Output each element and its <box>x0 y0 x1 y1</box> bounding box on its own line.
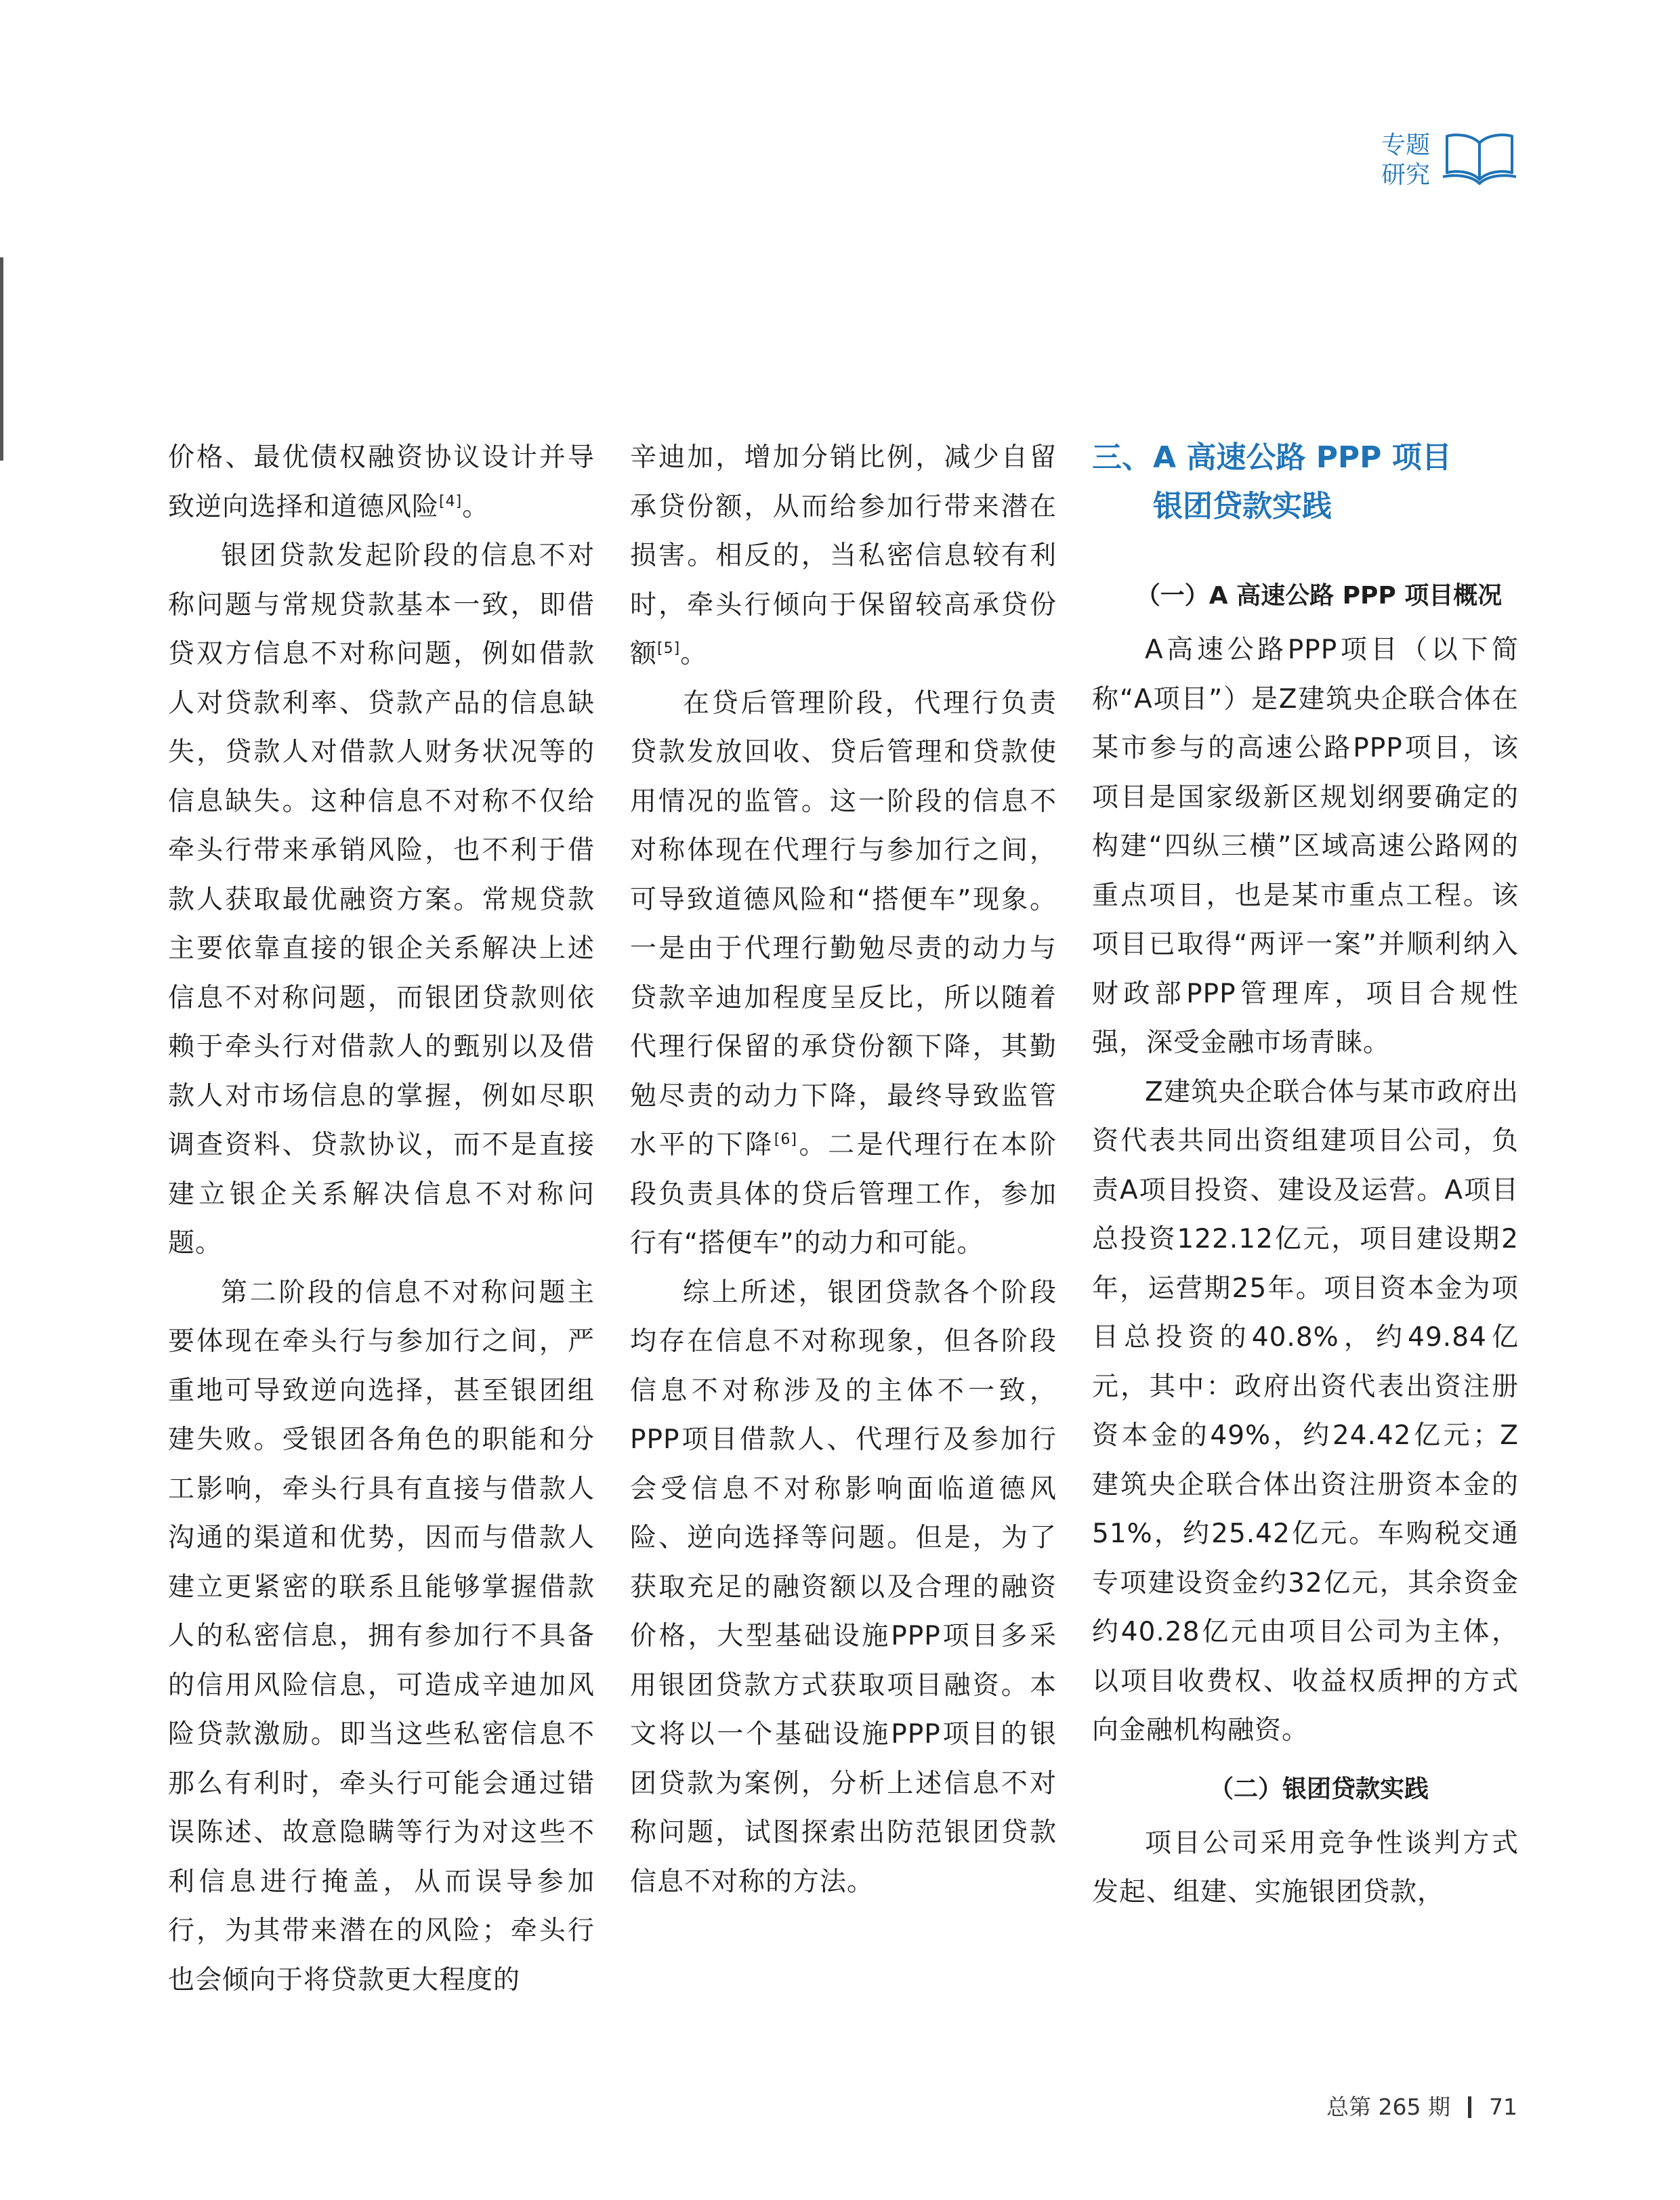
issue-number: 总第 265 期 <box>1326 2094 1450 2120</box>
section-heading <box>1092 433 1519 531</box>
text-run: 。二是代理行在本阶段负责具体的贷后管理工作，参加行有“搭便车”的动力和可能。 <box>630 1130 1057 1258</box>
paragraph: A高速公路PPP项目（以下简称“A项目”）是Z建筑央企联合体在某市参与的高速公路PPP项目，该项目是国家级新区规划纲要确定的构建“四纵三横”区域高速公路网的重点项目，也是某市重点工程。该项目已取得“两评一案”并顺利纳入财政部PPP管理库，项目合规性强，深受金融市场青睐。 <box>1092 635 1519 1058</box>
citation: [4] <box>439 492 463 510</box>
section-badge <box>1375 125 1517 193</box>
text-run: 。 <box>462 491 490 522</box>
paragraph: 第二阶段的信息不对称问题主要体现在牵头行与参加行之间，严重地可导致逆向选择，甚至银团组建失败。受银团各角色的职能和分工影响，牵头行具有直接与借款人沟通的渠道和优势，因而与借款人建立更紧密的联系且能够掌握借款人的私密信息，拥有参加行不具备的信用风险信息，可造成辛迪加风险贷款激励。即当这些私密信息不那么有利时，牵头行可能会通过错误陈述、故意隐瞒等行为对这些不利信息进行掩盖，从而误导参加行，为其带来潜在的风险；牵头行也会倾向于将贷款更大程度的 <box>168 1277 595 1995</box>
section-heading-number: 三、 <box>1092 440 1152 475</box>
page-edge-mark <box>0 257 3 461</box>
section-label <box>1375 131 1436 190</box>
text-run: 价格、最优债权融资协议设计并导致逆向选择和道德风险 <box>168 442 595 522</box>
paragraph: Z建筑央企联合体与某市政府出资代表共同出资组建项目公司，负责A项目投资、建设及运营。A项目总投资122.12亿元，项目建设期2年，运营期25年。项目资本金为项目总投资的40.8%，约49.84亿元，其中：政府出资代表出资注册资本金的49%，约24.42亿元；Z建筑央企联合体出资注册资本金的51%，约25.42亿元。车购税交通专项建设资金约32亿元，其余资金约40.28亿元由项目公司为主体，以项目收费权、收益权质押的方式向金融机构融资。 <box>1092 1076 1519 1746</box>
section-heading-line2: 银团贷款实践 <box>1153 489 1332 524</box>
page-number: 71 <box>1489 2094 1517 2120</box>
paragraph: 银团贷款发起阶段的信息不对称问题与常规贷款基本一致，即借贷双方信息不对称问题，例如借款人对贷款利率、贷款产品的信息缺失，贷款人对借款人财务状况等的信息缺失。这种信息不对称不仅给牵头行带来承销风险，也不利于借款人获取最优融资方案。常规贷款主要依靠直接的银企关系解决上述信息不对称问题，而银团贷款则依赖于牵头行对借款人的甄别以及借款人对市场信息的掌握，例如尽职调查资料、贷款协议，而不是直接建立银企关系解决信息不对称问题。 <box>168 541 595 1258</box>
page-footer <box>1287 2090 1517 2121</box>
paragraph <box>168 433 595 532</box>
citation: [6] <box>774 1131 797 1148</box>
text-column-3 <box>1092 433 1519 1918</box>
text-run: 在贷后管理阶段，代理行负责贷款发放回收、贷后管理和贷款使用情况的监管。这一阶段的信息不对称体现在代理行与参加行之间，可导致道德风险和“搭便车”现象。一是由于代理行勤勉尽责的动力与贷款辛迪加程度呈反比，所以随着代理行保留的承贷份额下降，其勤勉尽责的动力下降，最终导致监管水平的下降 <box>630 688 1057 1160</box>
section-heading-line1: A 高速公路 PPP 项目 <box>1153 440 1452 475</box>
paragraph <box>630 433 1057 679</box>
text-column-1 <box>168 433 595 2005</box>
citation: [5] <box>657 640 681 657</box>
text-run: 。 <box>680 639 708 669</box>
paragraph: 项目公司采用竞争性谈判方式发起、组建、实施银团贷款， <box>1092 1827 1519 1907</box>
section-label-line2: 研究 <box>1381 161 1430 189</box>
text-column-2 <box>630 433 1057 1907</box>
section-label-line1: 专题 <box>1381 131 1430 159</box>
paragraph: 综上所述，银团贷款各个阶段均存在信息不对称现象，但各阶段信息不对称涉及的主体不一致，PPP项目借款人、代理行及参加行会受信息不对称影响面临道德风险、逆向选择等问题。但是，为了获取充足的融资额以及合理的融资价格，大型基础设施PPP项目多采用银团贷款方式获取项目融资。本文将以一个基础设施PPP项目的银团贷款为案例，分析上述信息不对称问题，试图探索出防范银团贷款信息不对称的方法。 <box>630 1277 1057 1897</box>
subheading-1: （一）A 高速公路 PPP 项目概况 <box>1135 582 1503 610</box>
paragraph <box>630 679 1057 1269</box>
text-run: 辛迪加，增加分销比例，减少自留承贷份额，从而给参加行带来潜在损害。相反的，当私密信息较有利时，牵头行倾向于保留较高承贷份额 <box>630 442 1057 669</box>
open-book-icon <box>1442 129 1517 186</box>
footer-divider <box>1468 2096 1471 2118</box>
subheading-2: （二）银团贷款实践 <box>1209 1775 1429 1803</box>
